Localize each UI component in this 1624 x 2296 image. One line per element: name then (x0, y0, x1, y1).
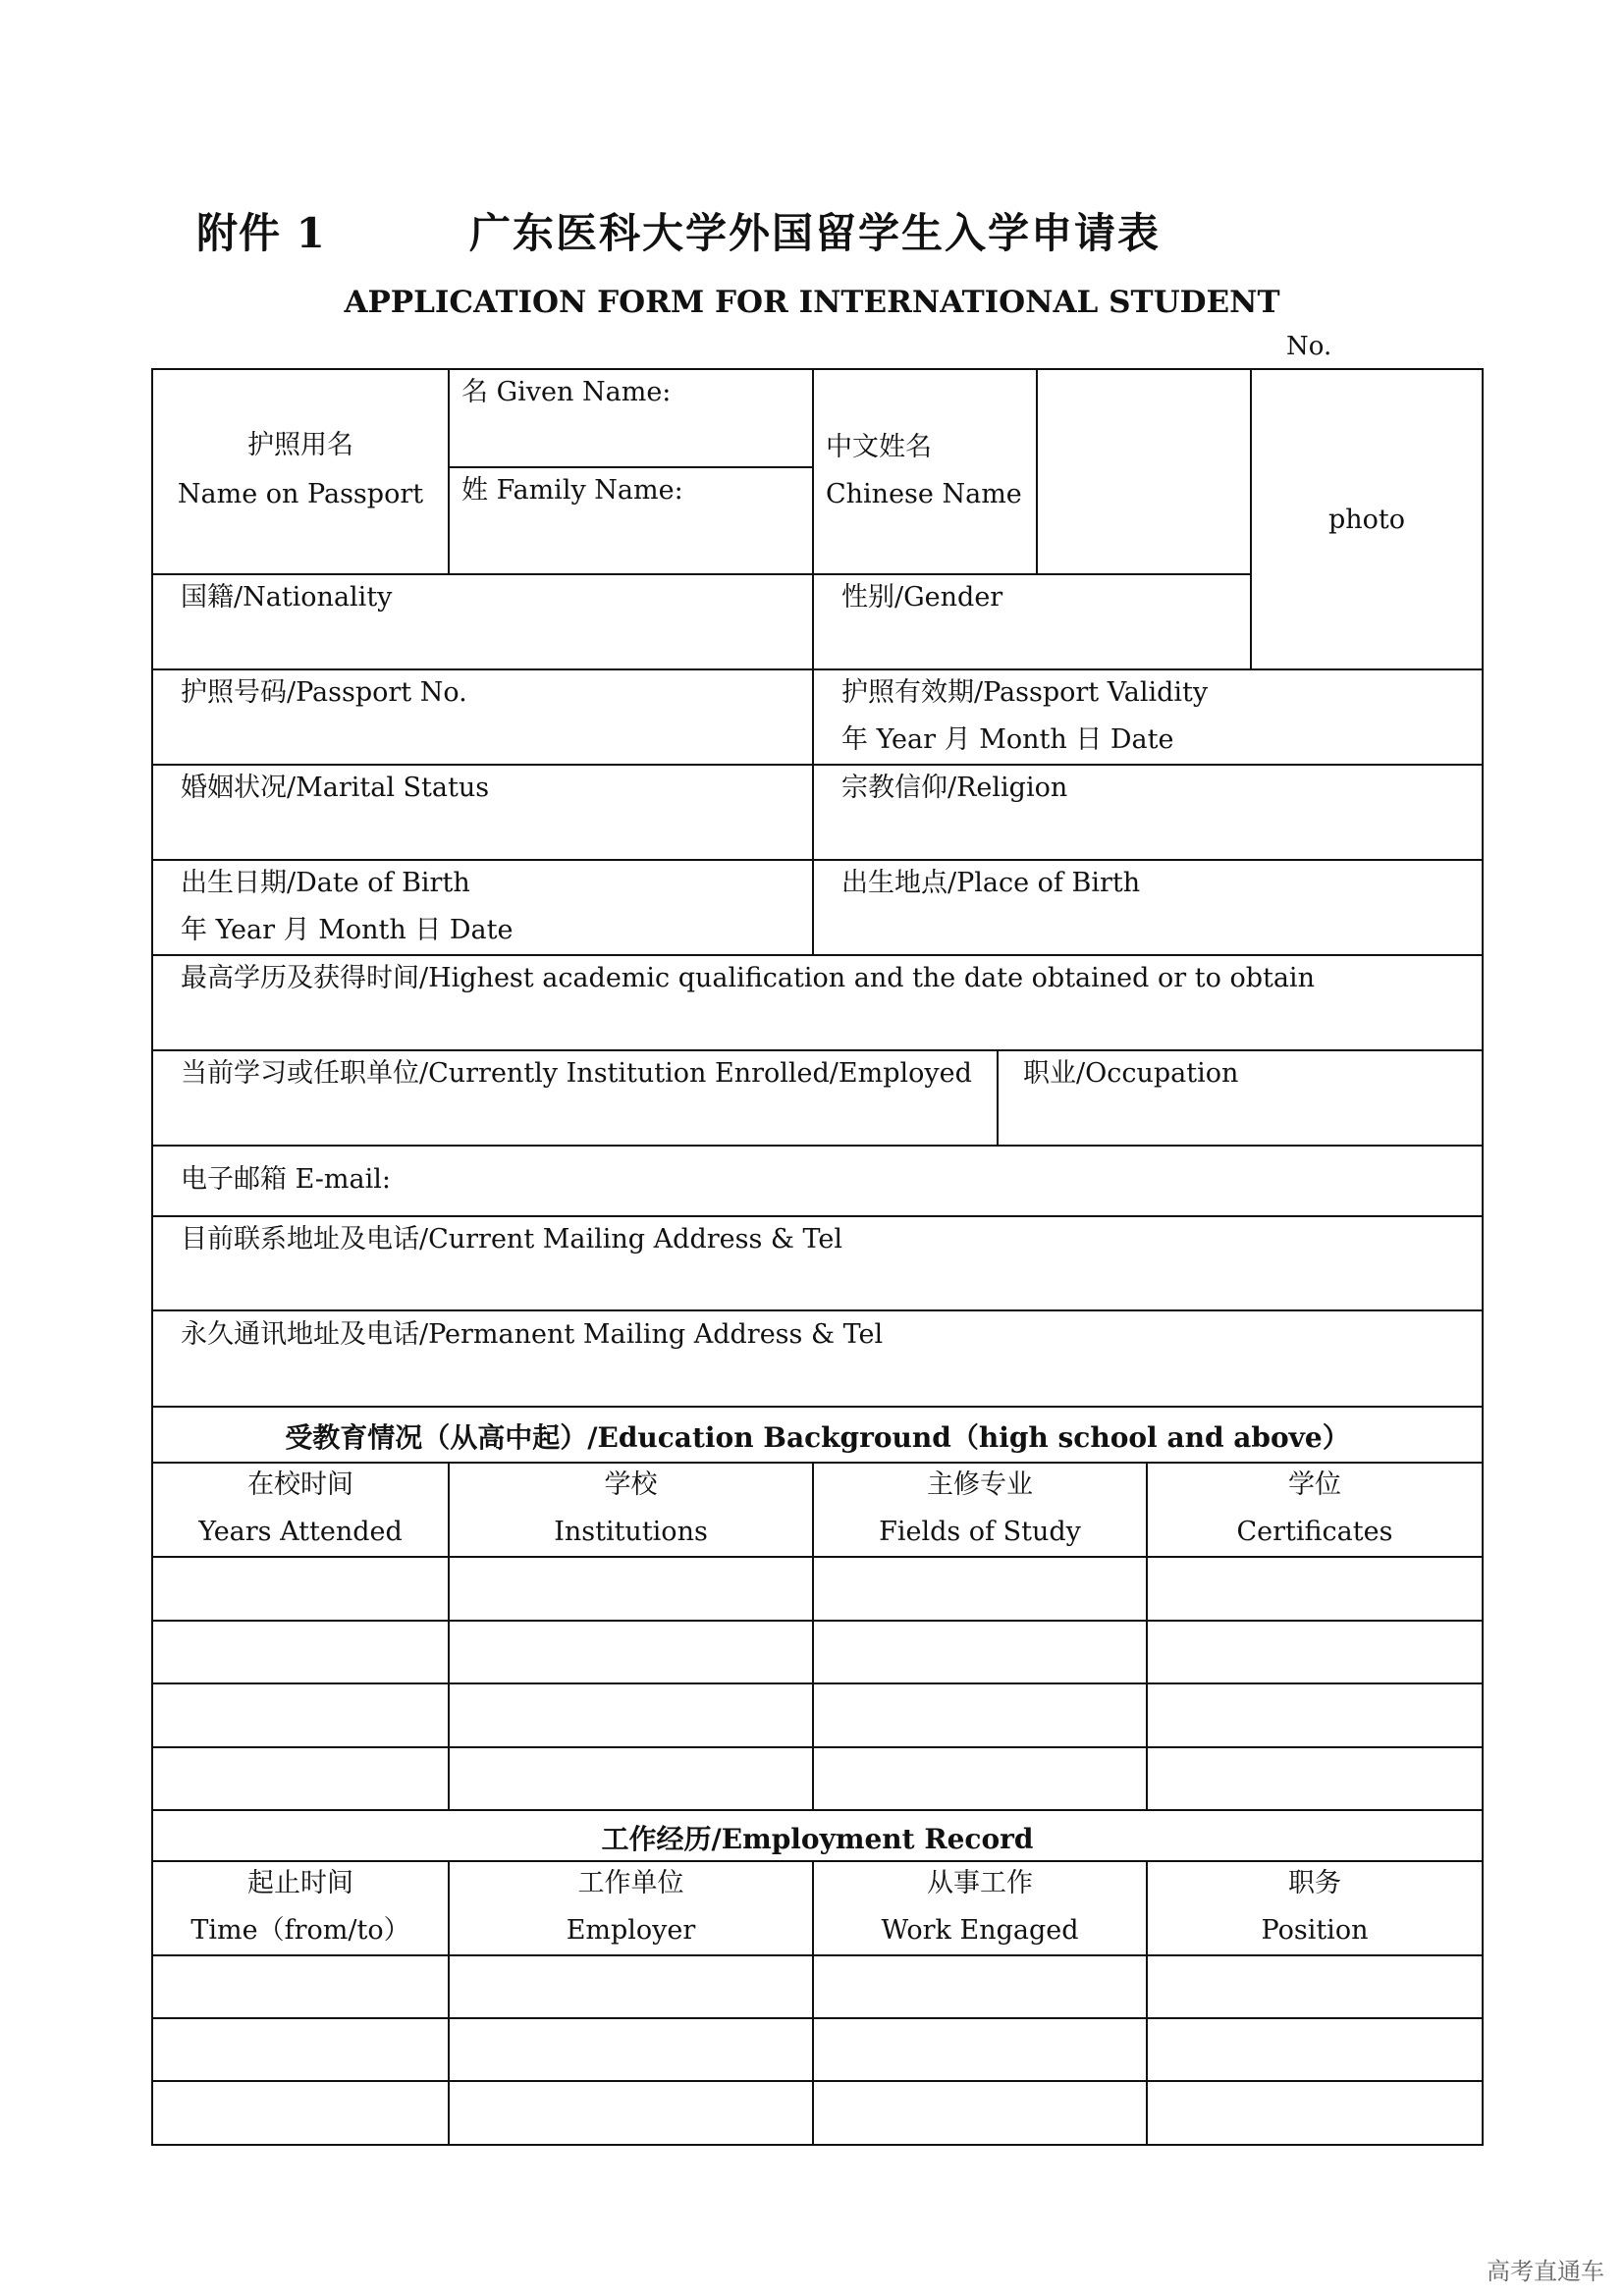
name-on-passport-cn: 护照用名 (247, 430, 353, 460)
table-border-bottom (151, 2144, 1484, 2146)
marital-status-label: 婚姻状况/Marital Status (181, 773, 490, 803)
divider (1036, 368, 1038, 574)
emp-col-time-en: Time（from/to） (190, 1915, 410, 1946)
divider (151, 1682, 1484, 1684)
employment-section-title: 工作经历/Employment Record (601, 1823, 1034, 1855)
chinese-name-input[interactable] (1039, 371, 1249, 572)
current-institution-label: 当前学习或任职单位/Currently Institution Enrolled/Employed (181, 1058, 972, 1089)
attachment-label: 附件 1 (196, 209, 326, 257)
divider (151, 1406, 1484, 1408)
divider (151, 1746, 1484, 1748)
name-on-passport-en: Name on Passport (177, 479, 424, 509)
emp-col-work-cn: 从事工作 (927, 1868, 1033, 1898)
edu-col-institution-en: Institutions (554, 1517, 708, 1547)
divider (151, 1954, 1484, 1956)
emp-col-position-en: Position (1261, 1915, 1369, 1946)
email-label: 电子邮箱 E-mail: (181, 1164, 391, 1195)
divider (151, 1049, 1484, 1051)
divider (151, 1556, 1484, 1558)
family-name-label: 姓 Family Name: (461, 475, 683, 506)
divider (151, 954, 1484, 956)
table-border-top (151, 368, 1484, 370)
permanent-address-label: 永久通讯地址及电话/Permanent Mailing Address & Tel (181, 1319, 884, 1350)
emp-col-employer-cn: 工作单位 (577, 1868, 684, 1898)
divider (151, 1620, 1484, 1622)
edu-col-field-en: Fields of Study (879, 1517, 1081, 1547)
edu-col-field-cn: 主修专业 (927, 1469, 1033, 1500)
divider (151, 1309, 1484, 1311)
divider (151, 668, 1484, 670)
highest-qualification-label: 最高学历及获得时间/Highest academic qualification and the date obtained or to obtain (181, 963, 1315, 993)
form-number-label: No. (1286, 332, 1332, 361)
divider (151, 764, 1484, 766)
photo-box-label: photo (1327, 505, 1406, 535)
divider (812, 668, 814, 955)
form-title-en (0, 285, 1624, 320)
edu-col-years-cn: 在校时间 (247, 1469, 353, 1500)
divider (997, 1049, 999, 1146)
chinese-name-cn: 中文姓名 (826, 432, 932, 462)
divider (151, 2080, 1484, 2082)
divider (448, 368, 450, 574)
gender-label: 性别/Gender (841, 582, 1003, 613)
emp-col-employer-en: Employer (566, 1915, 696, 1946)
table-border-right (1482, 368, 1484, 2146)
emp-col-work-en: Work Engaged (881, 1915, 1079, 1946)
divider (151, 573, 1252, 575)
occupation-label: 职业/Occupation (1023, 1058, 1239, 1089)
divider (151, 1215, 1484, 1217)
divider (151, 859, 1484, 861)
photo-box[interactable] (1253, 371, 1481, 667)
footer-watermark: 高考直通车 (1487, 2258, 1604, 2285)
divider (151, 1145, 1484, 1147)
date-of-birth-date: 年 Year 月 Month 日 Date (181, 915, 514, 945)
date-of-birth-label: 出生日期/Date of Birth (181, 868, 470, 898)
form-title-en-text: APPLICATION FORM FOR INTERNATIONAL STUDENT (344, 285, 1280, 320)
edu-col-certificate-en: Certificates (1236, 1517, 1393, 1547)
emp-col-position-cn: 职务 (1288, 1868, 1341, 1898)
form-title-cn: 广东医科大学外国留学生入学申请表 (469, 209, 1162, 257)
divider (151, 2017, 1484, 2019)
passport-no-label: 护照号码/Passport No. (181, 677, 467, 708)
divider (448, 466, 814, 468)
emp-col-time-cn: 起止时间 (247, 1868, 353, 1898)
current-address-label: 目前联系地址及电话/Current Mailing Address & Tel (181, 1224, 843, 1255)
place-of-birth-label: 出生地点/Place of Birth (841, 868, 1141, 898)
religion-label: 宗教信仰/Religion (841, 773, 1068, 803)
edu-col-years-en: Years Attended (198, 1517, 403, 1547)
edu-col-certificate-cn: 学位 (1288, 1469, 1341, 1500)
chinese-name-en: Chinese Name (826, 479, 1022, 509)
education-section-title: 受教育情况（从高中起）/Education Background（high school and above） (285, 1421, 1350, 1454)
passport-validity-date: 年 Year 月 Month 日 Date (841, 724, 1174, 755)
passport-validity-label: 护照有效期/Passport Validity (841, 677, 1209, 708)
given-name-label: 名 Given Name: (461, 377, 672, 407)
divider (151, 1809, 1484, 1811)
edu-col-institution-cn: 学校 (604, 1469, 658, 1500)
nationality-label: 国籍/Nationality (181, 582, 393, 613)
